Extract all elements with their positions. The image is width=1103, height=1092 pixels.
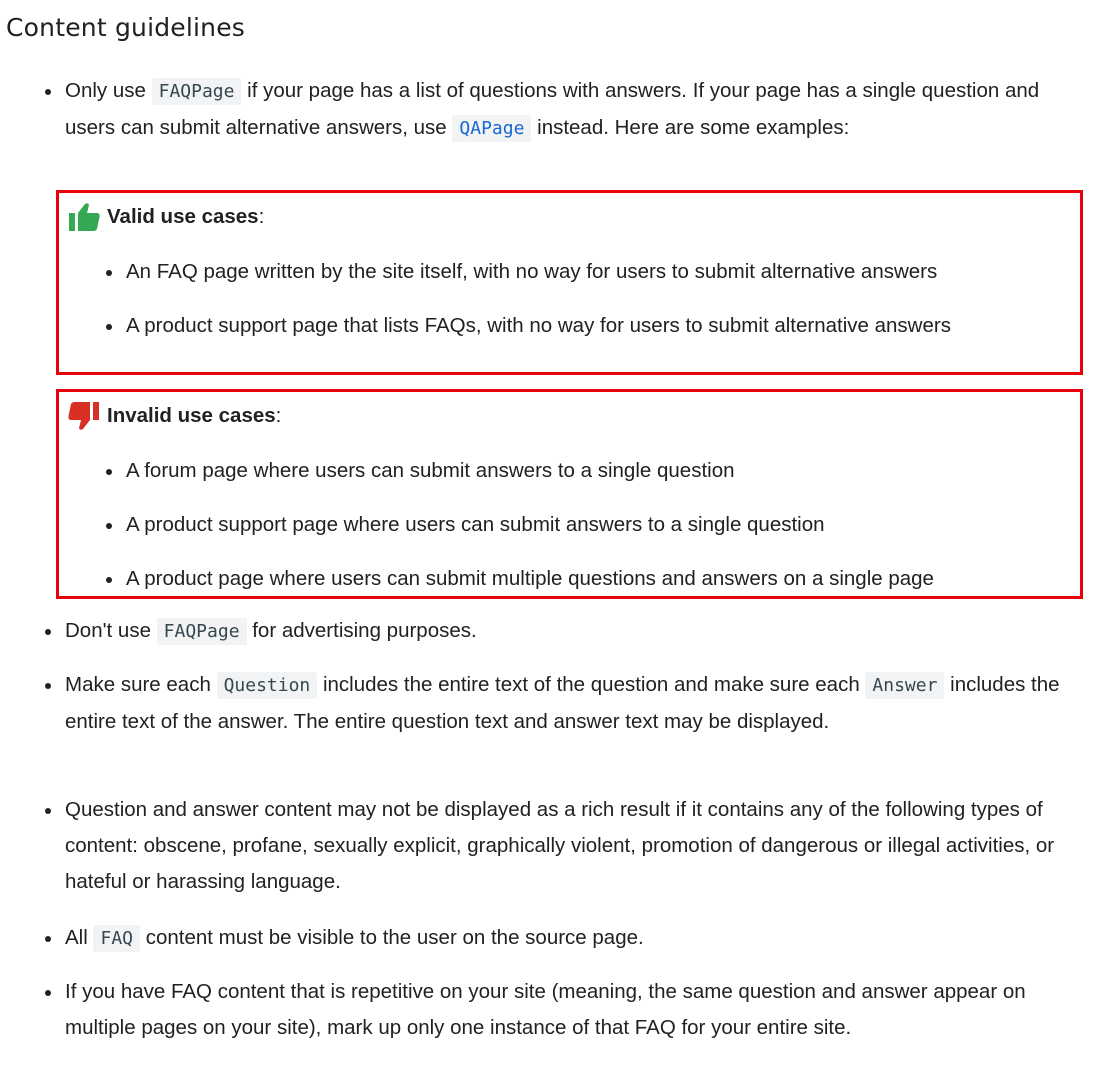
text-span: Only use xyxy=(65,79,152,102)
invalid-use-cases-title xyxy=(67,398,281,434)
invalid-use-case-item: A forum page where users can submit answers to a single question xyxy=(126,453,1086,489)
text-span: All xyxy=(65,926,94,949)
list-item-visibility xyxy=(65,920,1090,957)
text-span: content must be visible to the user on the source page. xyxy=(140,926,644,949)
text-span: includes the entire text of the answer. The entire question text and answer text may be displayed. xyxy=(65,673,1060,733)
text-span: If you have FAQ content that is repetitive on your site (meaning, the same question and answer appear on multiple pages on your site), mark up only one instance of that FAQ for your entire site. xyxy=(65,980,1026,1039)
code-faqpage: FAQPage xyxy=(157,618,247,645)
valid-title-text: Valid use cases xyxy=(107,205,259,228)
text-span: for advertising purposes. xyxy=(246,619,477,642)
section-heading: Content guidelines xyxy=(6,13,246,42)
code-faqpage: FAQPage xyxy=(152,78,242,105)
list-item-question-answer-text xyxy=(65,667,1090,740)
text-span: Question and answer content may not be displayed as a rich result if it contains any of the following types of content: obscene, profane, sexually explicit, graphically violent, promotion of dangerous or illegal activities, or hateful or harassing language. xyxy=(65,798,1055,893)
thumbs-down-icon xyxy=(67,399,101,433)
thumbs-up-icon xyxy=(67,200,101,234)
invalid-use-case-item: A product page where users can submit multiple questions and answers on a single page xyxy=(126,561,1086,597)
code-link-qapage[interactable]: QAPage xyxy=(452,115,531,142)
list-item-faqpage-usage xyxy=(65,73,1090,147)
valid-use-cases-box xyxy=(56,190,1083,375)
list-item-advertising xyxy=(65,613,1090,650)
code-faq: FAQ xyxy=(93,925,140,952)
list-item-repetitive-content xyxy=(65,974,1090,1046)
invalid-use-case-item: A product support page where users can submit answers to a single question xyxy=(126,507,1086,543)
valid-use-case-item: An FAQ page written by the site itself, with no way for users to submit alternative answers xyxy=(126,254,1086,290)
text-span: includes the entire text of the question and make sure each xyxy=(317,673,866,696)
text-span: Make sure each xyxy=(65,673,217,696)
valid-use-case-item: A product support page that lists FAQs, with no way for users to submit alternative answers xyxy=(126,308,1056,344)
title-colon: : xyxy=(258,205,265,228)
code-answer: Answer xyxy=(865,672,944,699)
title-colon: : xyxy=(275,404,282,427)
text-span: instead. Here are some examples: xyxy=(531,116,850,139)
invalid-use-cases-box xyxy=(56,389,1083,599)
valid-use-cases-title xyxy=(67,199,264,235)
code-question: Question xyxy=(217,672,318,699)
list-item-rich-result-content xyxy=(65,792,1090,900)
text-span: Don't use xyxy=(65,619,157,642)
text-span: if your page has a list of questions with answers. If your page has a single question and users can submit alternative answers, use xyxy=(65,79,1040,139)
invalid-title-text: Invalid use cases xyxy=(107,404,276,427)
